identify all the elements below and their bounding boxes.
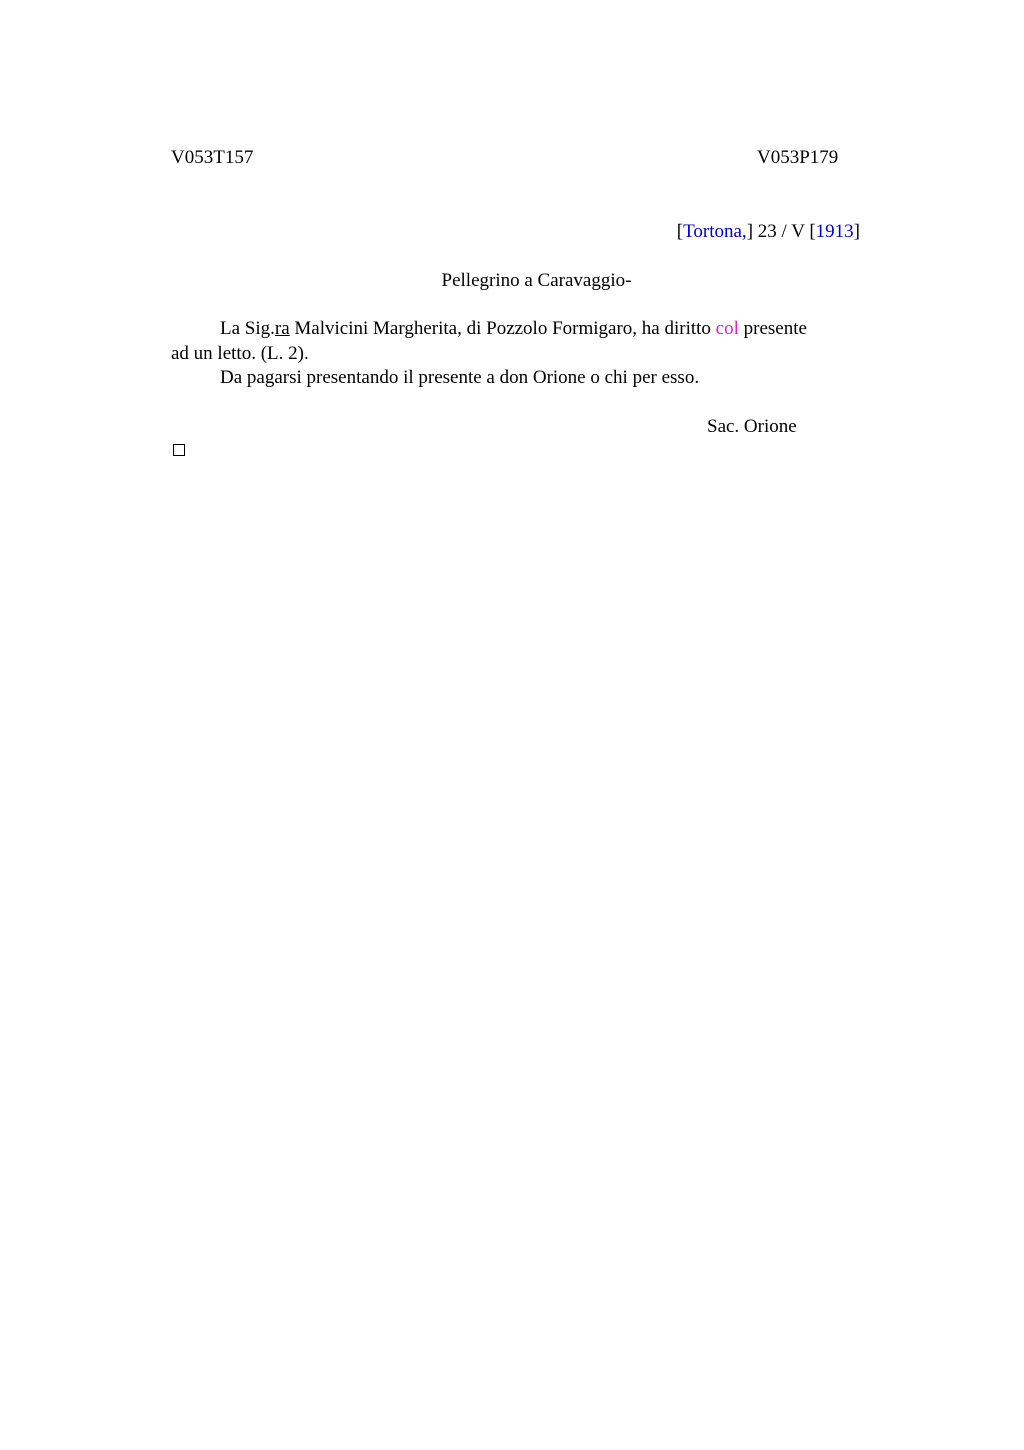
abbreviation-superscript: ra — [274, 318, 290, 339]
paragraph-text: La Sig. — [220, 318, 275, 339]
paragraph-1 — [220, 317, 807, 341]
variant-reading: col — [715, 318, 739, 339]
paragraph-2: Da pagarsi presentando il presente a don Orione o chi per esso. — [220, 367, 700, 388]
paragraph-text: Malvicini Margherita, di Pozzolo Formigaro, ha diritto — [289, 318, 716, 339]
dateline-year: 1913 — [815, 221, 854, 242]
dateline-bracket: ] — [853, 221, 860, 242]
dateline-bracket: ] — [746, 221, 754, 242]
document-heading: Pellegrino a Caravaggio- — [441, 270, 632, 291]
dateline — [677, 220, 860, 244]
document-code-right: V053P179 — [757, 147, 839, 168]
checkbox-icon[interactable] — [173, 444, 185, 456]
document-code-left: V053T157 — [171, 147, 254, 168]
dateline-date: 23 / V — [753, 221, 810, 242]
dateline-place: Tortona, — [683, 221, 747, 242]
paragraph-1-continuation: ad un letto. (L. 2). — [171, 343, 309, 364]
dateline-bracket: [ — [676, 221, 684, 242]
signature: Sac. Orione — [707, 416, 797, 437]
dateline-bracket: [ — [809, 221, 816, 242]
paragraph-text: presente — [738, 318, 807, 339]
